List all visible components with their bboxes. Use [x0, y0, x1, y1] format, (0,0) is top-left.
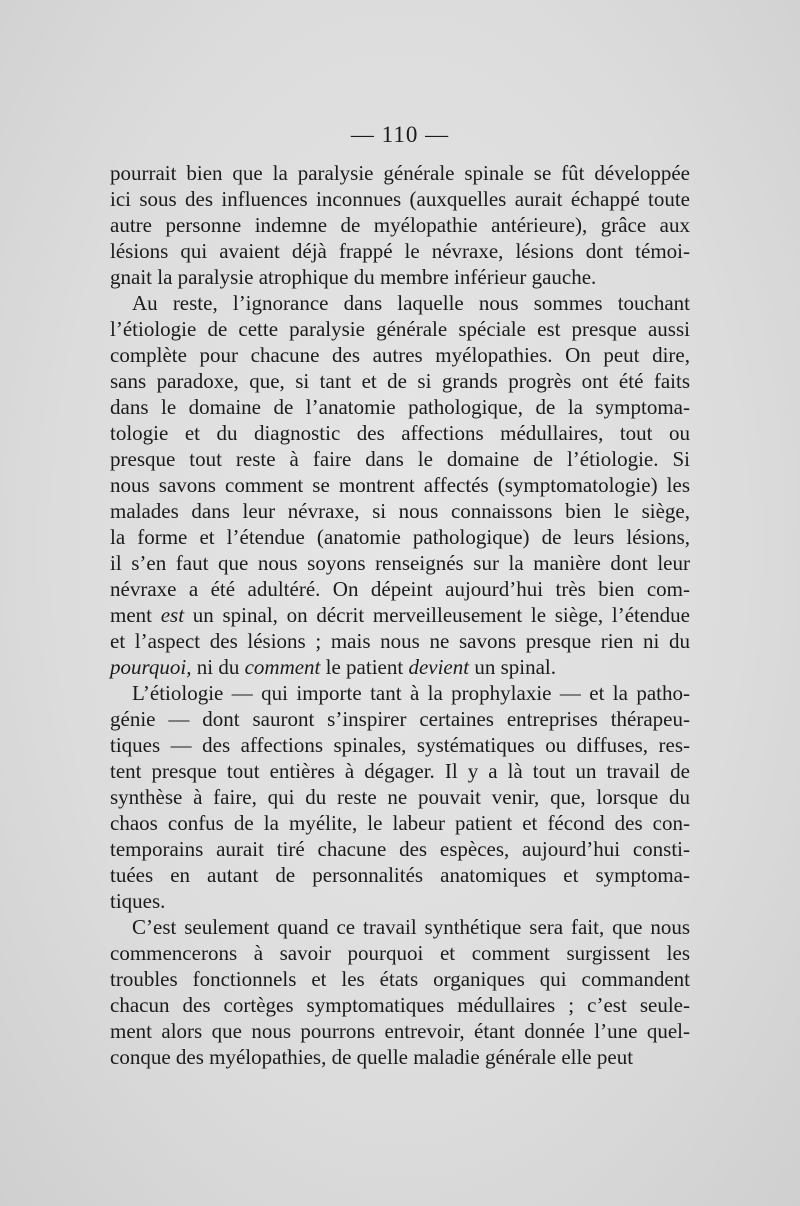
text-line: dans le domaine de l’anatomie pathologique, de la symptoma- — [110, 395, 690, 419]
text-line: tiques — des affections spinales, systématiques ou diffuses, res- — [110, 733, 690, 757]
text-line: il s’en faut que nous soyons renseignés sur la manière dont leur — [110, 551, 690, 575]
text-line: C’est seulement quand ce travail synthétique sera fait, que nous — [132, 915, 690, 939]
text-segment: le patient — [320, 655, 409, 679]
text-line: Au reste, l’ignorance dans laquelle nous sommes touchant — [132, 291, 690, 315]
text-line: presque tout reste à faire dans le domaine de l’étiologie. Si — [110, 447, 690, 471]
text-segment: un spinal, on décrit merveilleusement le siège, l’étendue — [184, 603, 690, 627]
text-segment: ni du — [191, 655, 245, 679]
text-line: pourrait bien que la paralysie générale spinale se fût développée — [110, 161, 690, 185]
text-line: chaos confus de la myélite, le labeur patient et fécond des con- — [110, 811, 690, 835]
italic-word: devient — [408, 655, 470, 679]
text-line: génie — dont sauront s’inspirer certaines entreprises thérapeu- — [110, 707, 690, 731]
text-line: L’étiologie — qui importe tant à la prophylaxie — et la patho- — [132, 681, 690, 705]
text-line: autre personne indemne de myélopathie antérieure), grâce aux — [110, 213, 690, 237]
text-line: tiques. — [110, 889, 166, 913]
text-line: l’étiologie de cette paralysie générale spéciale est presque aussi — [110, 317, 690, 341]
text-line: gnait la paralysie atrophique du membre inférieur gauche. — [110, 265, 597, 289]
italic-word: est — [160, 603, 185, 627]
text-line — [110, 654, 690, 680]
body-text — [110, 160, 690, 1070]
text-line: névraxe a été adultéré. On dépeint aujourd’hui très bien com- — [110, 577, 690, 601]
text-line: la forme et l’étendue (anatomie pathologique) de leurs lésions, — [110, 525, 690, 549]
text-line: conque des myélopathies, de quelle maladie générale elle peut — [110, 1045, 634, 1069]
text-line — [110, 602, 690, 628]
text-line: tologie et du diagnostic des affections médullaires, tout ou — [110, 421, 690, 445]
italic-word: comment — [244, 655, 321, 679]
text-line: nous savons comment se montrent affectés (symptomatologie) les — [110, 473, 690, 497]
text-line: tuées en autant de personnalités anatomiques et symptoma- — [110, 863, 690, 887]
text-line: et l’aspect des lésions ; mais nous ne savons presque rien ni du — [110, 629, 690, 653]
text-segment: un spinal. — [469, 655, 557, 679]
text-line: complète pour chacune des autres myélopathies. On peut dire, — [110, 343, 690, 367]
text-segment: ment — [110, 603, 161, 627]
text-line: chacun des cortèges symptomatiques médullaires ; c’est seule- — [110, 993, 690, 1017]
text-line: ment alors que nous pourrons entrevoir, étant donnée l’une quel- — [110, 1019, 690, 1043]
italic-word: pourquoi, — [110, 655, 192, 679]
text-line: tent presque tout entières à dégager. Il y a là tout un travail de — [110, 759, 690, 783]
text-line: malades dans leur névraxe, si nous connaissons bien le siège, — [110, 499, 690, 523]
page-number: — 110 — — [350, 122, 450, 147]
text-line: commencerons à savoir pourquoi et comment surgissent les — [110, 941, 690, 965]
text-line: troubles fonctionnels et les états organiques qui commandent — [110, 967, 690, 991]
text-line: ici sous des influences inconnues (auxquelles aurait échappé toute — [110, 187, 690, 211]
text-line: synthèse à faire, qui du reste ne pouvait venir, que, lorsque du — [110, 785, 690, 809]
text-line: sans paradoxe, que, si tant et de si grands progrès ont été faits — [110, 369, 690, 393]
text-line: lésions qui avaient déjà frappé le névraxe, lésions dont témoi- — [110, 239, 690, 263]
text-line: temporains aurait tiré chacune des espèces, aujourd’hui consti- — [110, 837, 690, 861]
